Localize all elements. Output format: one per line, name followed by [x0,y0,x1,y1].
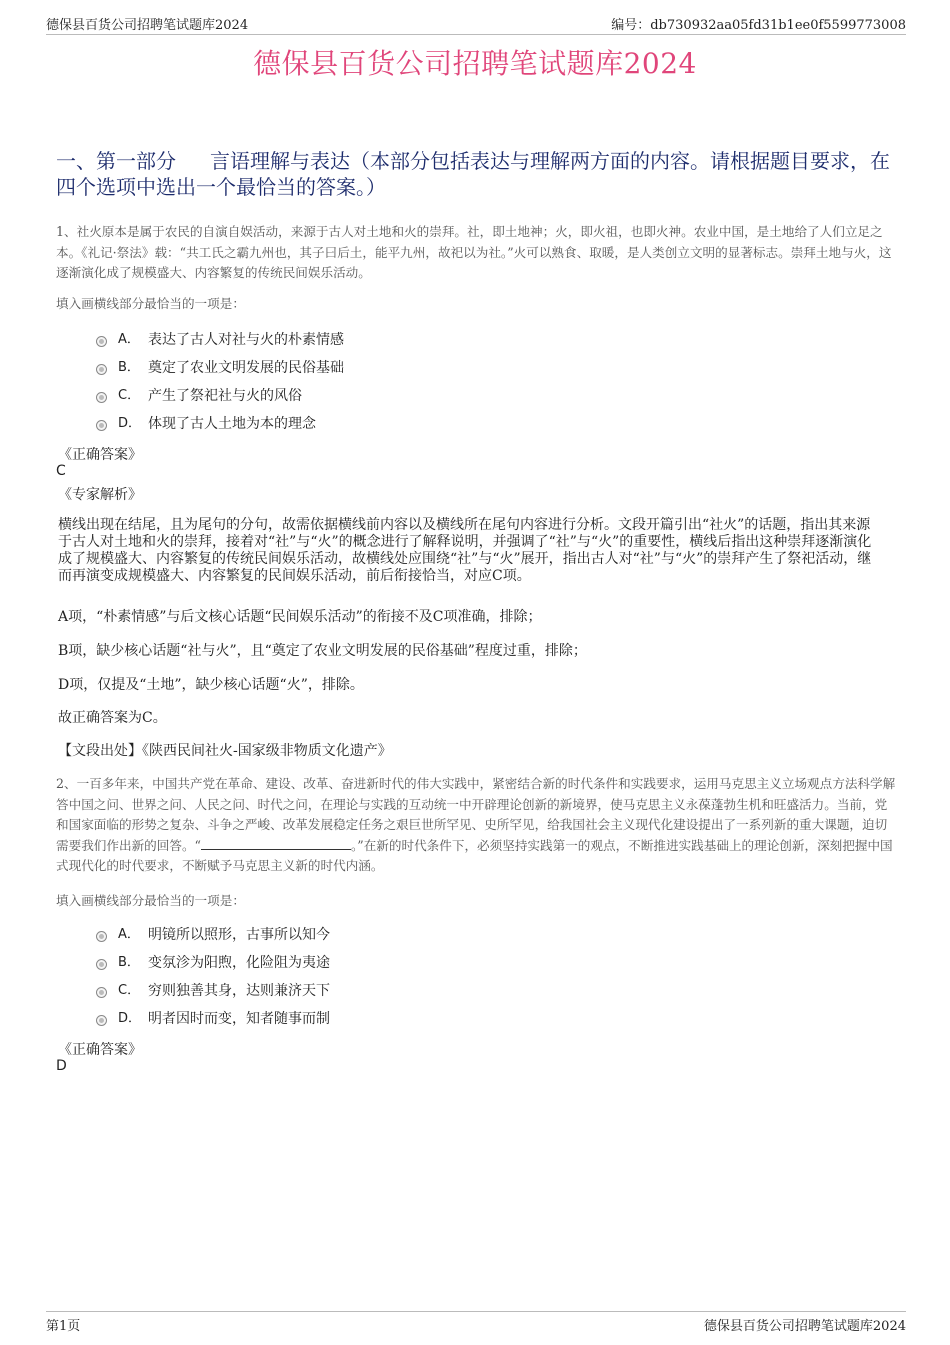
q1-prompt: 填入画横线部分最恰当的一项是： [56,296,245,311]
q2-stem [56,774,896,877]
radio-icon[interactable] [96,420,107,431]
header-doc-number: 编号：db730932aa05fd31b1ee0f5599773008 [611,18,906,33]
page-title: 德保县百货公司招聘笔试题库2024 [253,47,697,80]
q1-conclusion: 故正确答案为C。 [58,710,167,726]
section-heading [56,148,896,200]
q1-source: 【文段出处】《陕西民间社火-国家级非物质文化遗产》 [58,743,392,759]
section-label: 一、第一部分 [56,149,176,173]
option-letter: D． [118,416,142,431]
option-letter: C． [118,388,141,403]
radio-icon[interactable] [96,336,107,347]
option-letter: D． [118,1011,142,1026]
radio-icon[interactable] [96,987,107,998]
option-text: 明镜所以照形，古事所以知今 [148,927,330,943]
option-letter: B． [118,955,140,970]
q2-answer-label: 《正确答案》 [58,1042,142,1058]
option-letter: A． [118,927,140,942]
q1-note-d: D项，仅提及“土地”，缺少核心话题“火”，排除。 [58,677,364,693]
option-letter: C． [118,983,141,998]
q2-answer: D [56,1058,67,1074]
q1-stem: 1、社火原本是属于农民的自演自娱活动，来源于古人对土地和火的崇拜。社，即土地神；火，即火祖，也即火神。农业中国，是土地给了人们立足之本。《礼记·祭法》载：“共工氏之霸九州也，其子曰后土，能平九州，故祀以为社。”火可以熟食、取暖，是人类创立文明的显著标志。崇拜土地与火，这逐渐演化成了规模盛大、内容繁复的传统民间娱乐活动。 [56,224,892,280]
footer-page-number: 第1页 [46,1319,81,1334]
option-text: 穷则独善其身，达则兼济天下 [148,983,330,999]
option-text: 产生了祭祀社与火的风俗 [148,388,302,404]
radio-icon[interactable] [96,364,107,375]
radio-icon[interactable] [96,959,107,970]
option-letter: B． [118,360,140,375]
q2-stem-after: 。”在新的时代条件下，必须坚持实践第一的观点，不断推进实践基础上的理论创新，深刻把握中国式现代化的时代要求，不断赋予马克思主义新的时代内涵。 [56,837,893,873]
option-text: 奠定了农业文明发展的民俗基础 [148,360,344,376]
q1-answer-label: 《正确答案》 [58,447,142,463]
radio-icon[interactable] [96,392,107,403]
radio-icon[interactable] [96,931,107,942]
q1-analysis: 横线出现在结尾，且为尾句的分句，故需依据横线前内容以及横线所在尾句内容进行分析。文段开篇引出“社火”的话题，指出其来源于古人对土地和火的崇拜，接着对“社”与“火”的概念进行了解释说明，并强调了“社”与“火”的重要性，横线后指出这种崇拜逐渐演化成了规模盛大、内容繁复的传统民间娱乐活动，故横线处应围绕“社”与“火”展开，指出古人对“社”与“火”的崇拜产生了祭祀活动，继而再演变成规模盛大、内容繁复的民间娱乐活动，前后衔接恰当，对应C项。 [58,517,872,584]
page-header [46,14,906,35]
q2-stem-before: 2、一百多年来，中国共产党在革命、建设、改革、奋进新时代的伟大实践中，紧密结合新的时代条件和实践要求，运用马克思主义立场观点方法科学解答中国之问、世界之问、人民之问、时代之问，在理论与实践的互动统一中开辟理论创新的新境界，使马克思主义永葆蓬勃生机和旺盛活力。当前，党和国家面临的形势之复杂、斗争之严峻、改革发展稳定任务之艰巨世所罕见、史所罕见，给我国社会主义现代化建设提出了一系列新的重大课题，迫切需要我们作出新的回答。“ [56,776,896,853]
option-text: 变氛沴为阳煦，化险阻为夷途 [148,955,330,971]
section-text: 言语理解与表达（本部分包括表达与理解两方面的内容。请根据题目要求，在四个选项中选出一个最恰当的答案。） [56,149,890,199]
q1-note-a: A项，“朴素情感”与后文核心话题“民间娱乐活动”的衔接不及C项准确，排除； [58,609,542,625]
option-text: 表达了古人对社与火的朴素情感 [148,332,344,348]
q1-answer: C [56,463,66,479]
q1-analysis-label: 《专家解析》 [58,487,142,503]
option-text: 体现了古人土地为本的理念 [148,416,316,432]
q2-prompt: 填入画横线部分最恰当的一项是： [56,893,245,908]
page-footer [46,1311,906,1334]
radio-icon[interactable] [96,1015,107,1026]
option-text: 明者因时而变，知者随事而制 [148,1011,330,1027]
q1-note-b: B项，缺少核心话题“社与火”，且“奠定了农业文明发展的民俗基础”程度过重，排除； [58,643,587,659]
footer-doc-title: 德保县百货公司招聘笔试题库2024 [703,1319,906,1334]
header-doc-title: 德保县百货公司招聘笔试题库2024 [46,18,249,33]
answer-blank [201,837,351,850]
option-letter: A． [118,332,140,347]
